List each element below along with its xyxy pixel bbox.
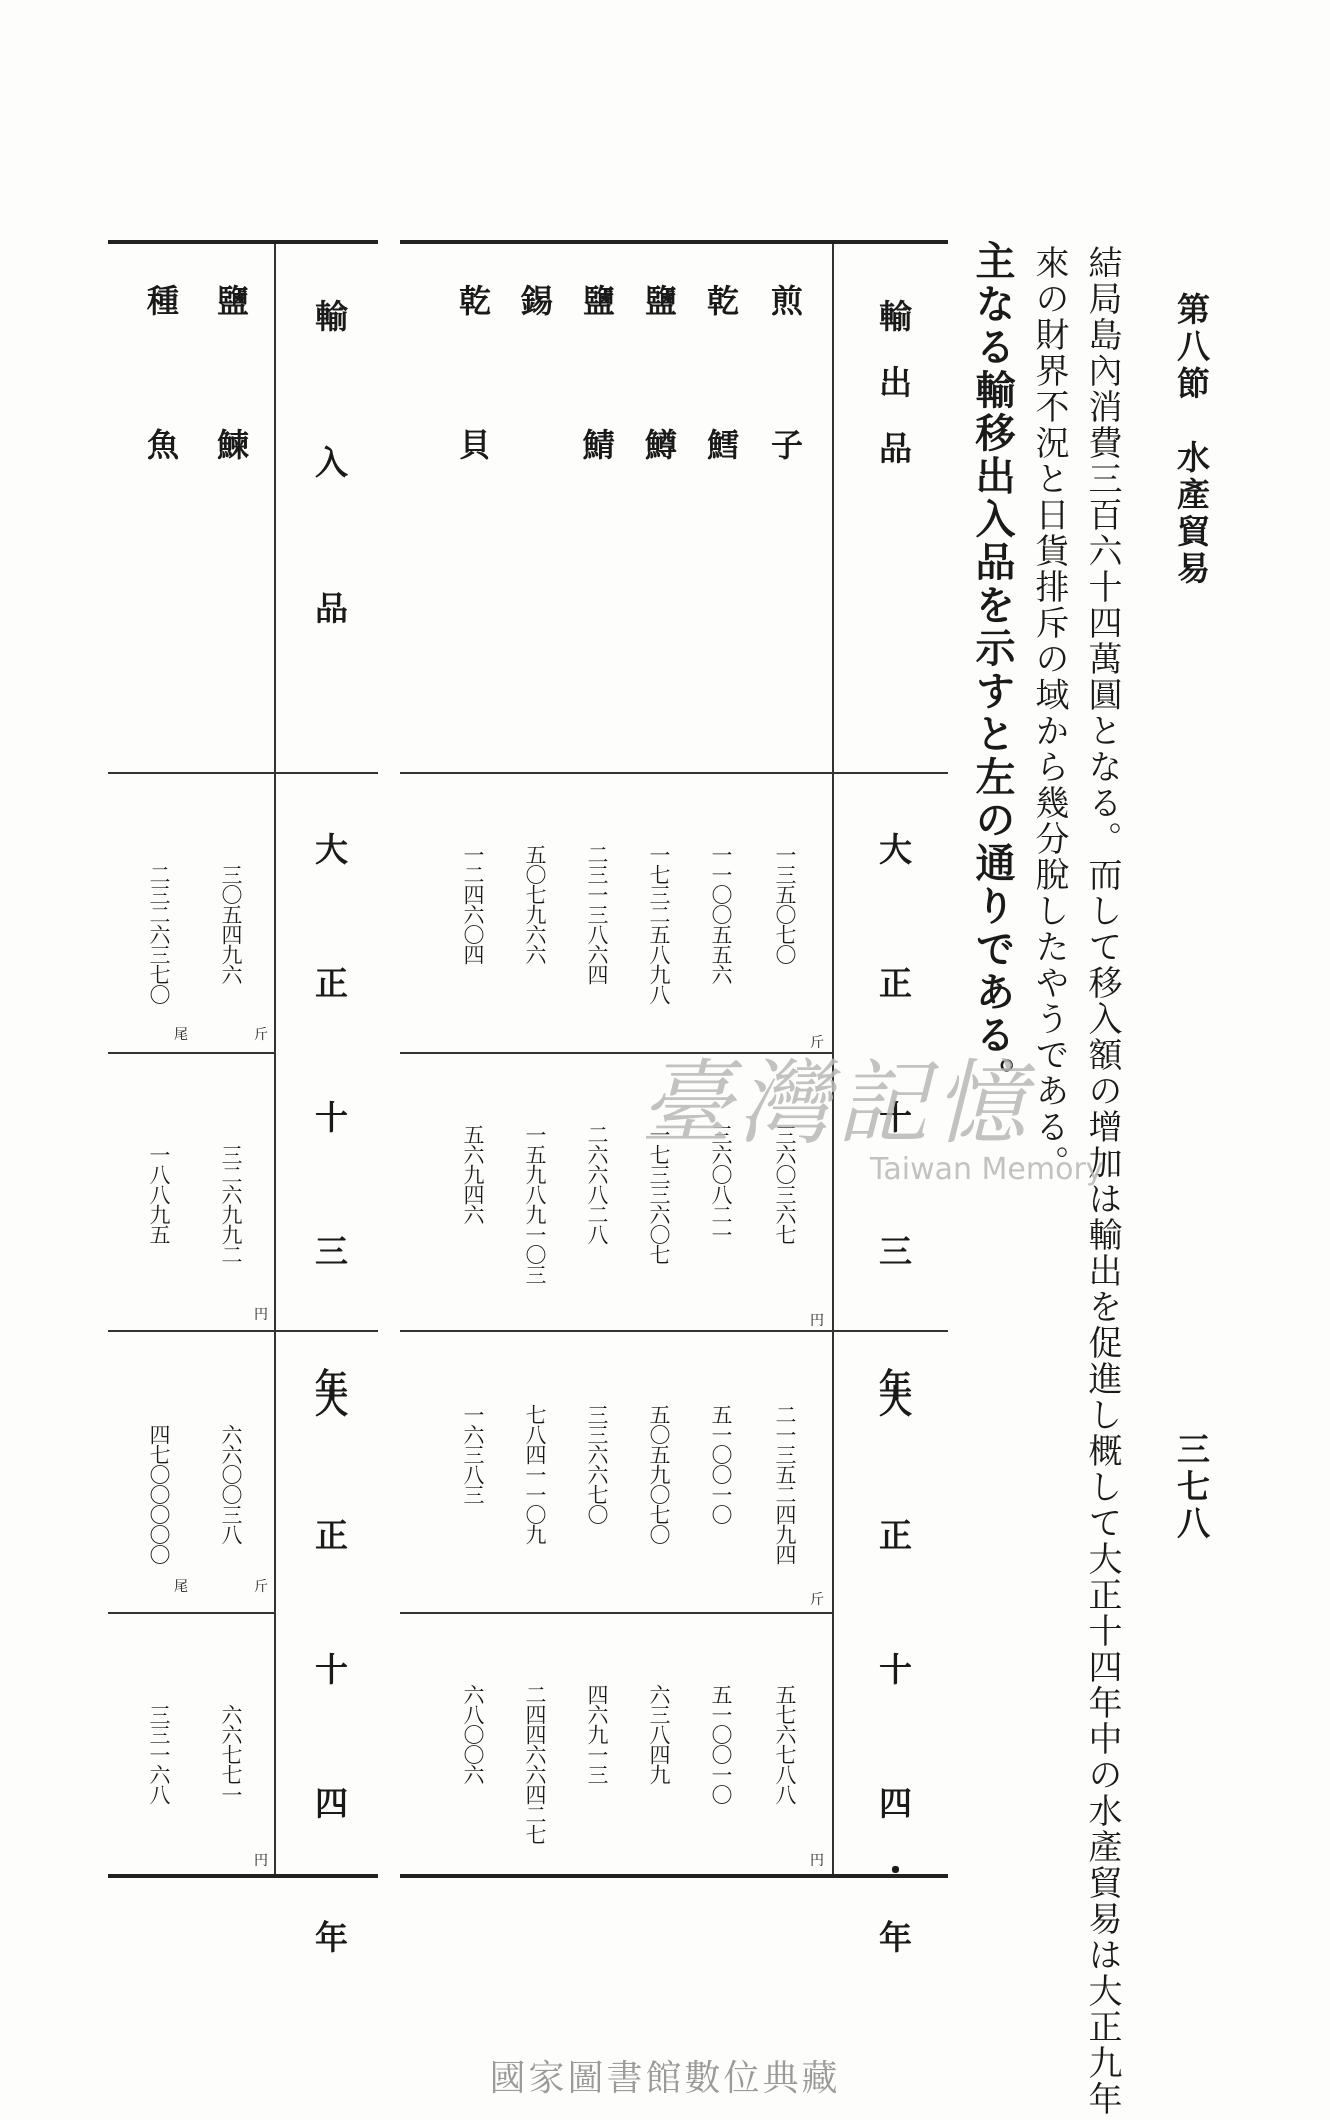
- export-value-1-2: 三六〇三六七: [773, 1124, 797, 1244]
- export-item-1: 煎 子: [766, 284, 804, 476]
- export-value-5-2: 一五九八九一〇三: [523, 1124, 547, 1284]
- export-value-2-2: 三六〇八二一: [709, 1124, 733, 1244]
- export-table: [400, 240, 948, 1987]
- export-value-4-2: 二六六八二八: [585, 1124, 609, 1244]
- import-unit-1: 斤: [254, 1027, 268, 1043]
- section-title: 第八節 水產貿易: [1172, 292, 1211, 588]
- watermark-subtitle: Taiwan Memory: [870, 1152, 1104, 1187]
- import-unit-4: 円: [254, 1853, 268, 1869]
- export-value-6-2: 五六九四六: [461, 1124, 485, 1224]
- export-value-5-4: 二四四六六四二七: [523, 1684, 547, 1844]
- export-value-5-1: 五〇七九六六: [523, 844, 547, 964]
- watermark-title: 臺灣記憶: [640, 1050, 1033, 1157]
- export-value-1-1: 一三五〇七〇: [773, 844, 797, 964]
- export-value-6-3: 一六三八三: [461, 1404, 485, 1504]
- export-value-4-3: 三三六六七〇: [585, 1404, 609, 1524]
- export-unit-1: 斤: [810, 1035, 824, 1051]
- import-header-year-2: 大 正 十 四 年: [310, 1384, 349, 1987]
- lead-line: 主なる輸移出入品を示すと左の通りである。: [969, 240, 1016, 1100]
- export-value-3-1: 一七三二五八九八: [647, 844, 671, 1004]
- import-value-1-2: 三二六九九二: [219, 1144, 243, 1264]
- import-unit-2: 円: [254, 1307, 268, 1323]
- import-unit-fish-1: 尾: [174, 1027, 188, 1043]
- import-value-2-1: 二三二六三七〇: [147, 864, 171, 1004]
- export-item-4: 鹽 鯖: [578, 284, 616, 476]
- import-value-2-3: 四七〇〇〇〇〇: [147, 1424, 171, 1564]
- export-value-5-3: 七八四一一〇九: [523, 1404, 547, 1544]
- body-text-line-2: 來の財界不況と日貨排斥の域から幾分脫したやうである。: [1029, 245, 1069, 1181]
- import-value-2-4: 三三一六八: [147, 1704, 171, 1804]
- import-item-1: 鹽 鰊: [212, 284, 250, 476]
- export-value-6-4: 六八〇〇六: [461, 1684, 485, 1784]
- export-header-year-2: 大 正 十 四・年: [874, 1384, 913, 1987]
- import-item-2: 種 魚: [142, 284, 180, 476]
- footer-credit: 國家圖書館數位典藏: [489, 2058, 841, 2099]
- import-header-year-1: 大 正 十 三 年: [310, 832, 349, 1435]
- export-value-1-4: 五七六七八八: [773, 1684, 797, 1804]
- export-value-3-3: 五〇五九〇七〇: [647, 1404, 671, 1544]
- import-header-item: 輸 入 品: [310, 299, 349, 664]
- export-value-2-1: 一一〇〇五五六: [709, 844, 733, 984]
- export-header-year-1: 大 正 十 三 年: [874, 832, 913, 1435]
- export-item-5: 錫: [516, 284, 554, 332]
- export-value-3-4: 六三八四九: [647, 1684, 671, 1784]
- export-value-4-1: 二三一三八六四: [585, 844, 609, 984]
- export-value-6-1: 一二四六〇四: [461, 844, 485, 964]
- export-value-2-3: 五一〇〇一〇: [709, 1404, 733, 1524]
- export-unit-4: 円: [810, 1853, 824, 1869]
- export-header-item: 輸 出 品: [874, 299, 913, 464]
- export-value-4-4: 四六九一三: [585, 1684, 609, 1784]
- export-item-6: 乾 貝: [454, 284, 492, 476]
- export-item-3: 鹽 鱒: [640, 284, 678, 476]
- import-unit-3: 斤: [254, 1579, 268, 1595]
- export-unit-2: 円: [810, 1313, 824, 1329]
- import-value-1-1: 三〇五四九六: [219, 864, 243, 984]
- import-value-2-2: 一八八九五: [147, 1144, 171, 1244]
- import-table: [108, 240, 378, 1987]
- import-value-1-4: 六六七七一: [219, 1704, 243, 1804]
- export-value-1-3: 二一三五二四九四: [773, 1404, 797, 1564]
- page-number: 三七八: [1172, 1432, 1211, 1543]
- import-unit-fish-2: 尾: [174, 1579, 188, 1595]
- export-value-2-4: 五一〇〇一〇: [709, 1684, 733, 1804]
- export-item-2: 乾 鱈: [702, 284, 740, 476]
- export-value-3-2: 一七三三六〇七: [647, 1124, 671, 1264]
- body-text-line-1: 結局島內消費三百六十四萬圓となる。而して移入額の增加は輸出を促進し概して大正十四年中の水產貿易は大正九年: [1082, 245, 1122, 2117]
- import-value-1-3: 六六〇〇三八: [219, 1424, 243, 1544]
- export-unit-3: 斤: [810, 1592, 824, 1608]
